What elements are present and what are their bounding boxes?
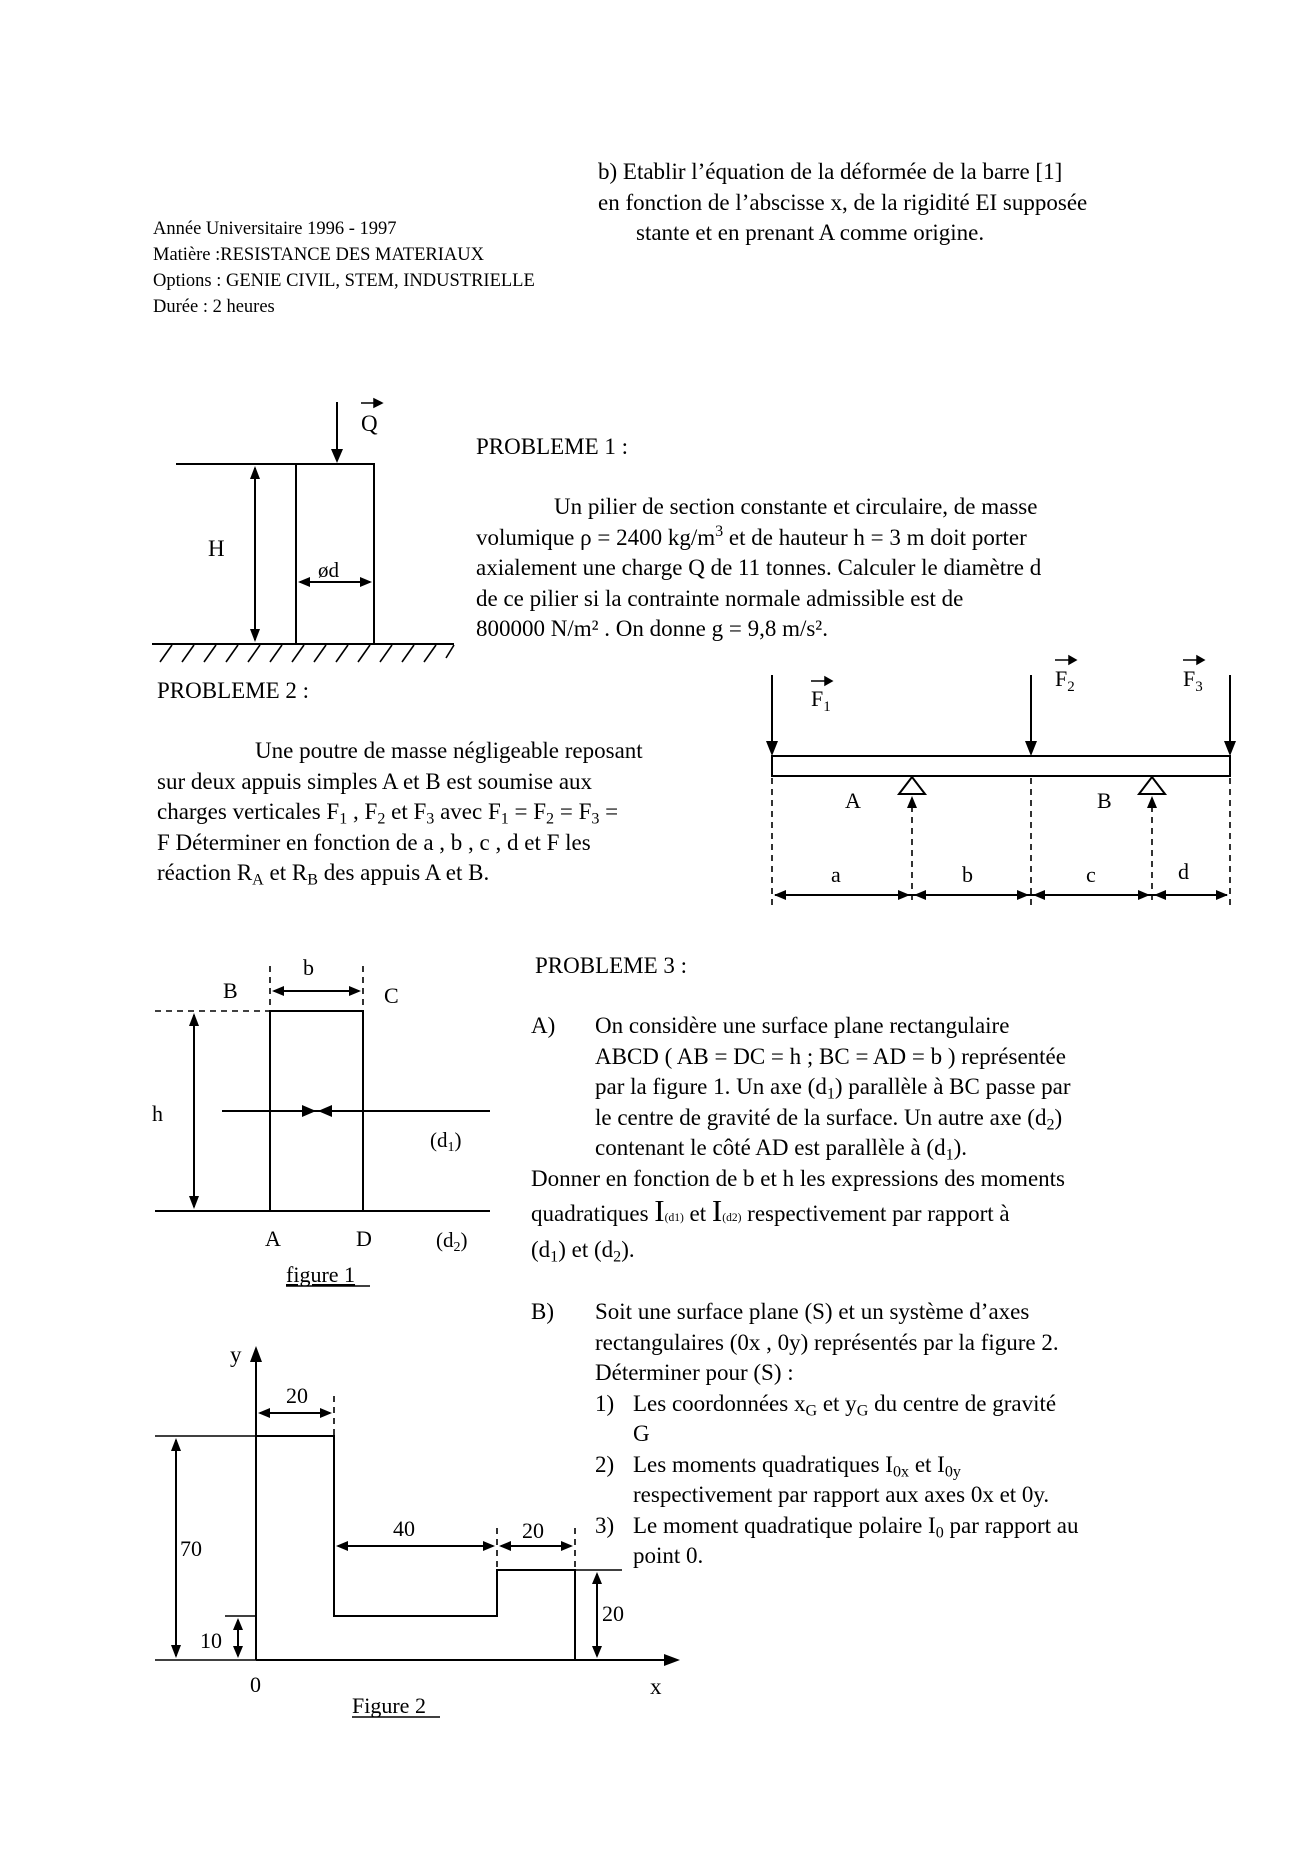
problem2-line5: réaction $R_A$ et $R_B$ des appuis A et B.	[157, 860, 490, 889]
header-options: Options : GENIE CIVIL, STEM, INDUSTRIELLE	[153, 271, 535, 291]
figure2-dashed-guides	[334, 1396, 575, 1570]
x-axis-label: x	[650, 1674, 662, 1699]
axis-d1-label: (d1)	[430, 1128, 462, 1155]
top-question-line2: en fonction de l’abscisse x, de la rigidité EI supposée	[598, 189, 1088, 215]
corner-b-label: B	[223, 978, 238, 1003]
diameter-label: ød	[318, 558, 339, 582]
figure1-caption: figure 1	[286, 1262, 356, 1287]
part-a-line7: quadratiques I(d1) et I(d2) respectivement par rapport à	[531, 1193, 1010, 1228]
section-outline	[256, 1436, 575, 1660]
dim-20-mid-label: 20	[522, 1518, 544, 1543]
problem1-line2: volumique ρ = 2400 $kg/m^3$ et de hauteur h = 3 m doit porter	[476, 522, 1027, 550]
header-year: Année Universitaire 1996 - 1997	[153, 219, 397, 239]
corner-a-label: A	[265, 1226, 281, 1251]
axis-d2-label: (d2)	[436, 1228, 468, 1255]
header-subject: Matière :RESISTANCE DES MATERIAUX	[153, 245, 484, 265]
y-axis-label: y	[230, 1342, 242, 1367]
problem2-title: PROBLEME 2 :	[157, 678, 310, 703]
side-h-label: h	[152, 1101, 163, 1126]
problem3-title: PROBLEME 3 :	[535, 953, 688, 978]
dim-10-label: 10	[200, 1628, 222, 1653]
corner-c-label: C	[384, 983, 399, 1008]
dim-20-right-label: 20	[602, 1601, 624, 1626]
part-b-item3: 3) Le moment quadratique polaire $I_0$ par rapport au point 0.	[595, 1512, 1079, 1568]
load-q-label: Q	[361, 411, 378, 436]
force-f1-label: $F_1$	[811, 686, 831, 715]
part-b-line3: Déterminer pour (S) :	[595, 1360, 794, 1385]
support-b-label: B	[1097, 788, 1112, 813]
figure2-extension-lines	[155, 1436, 622, 1660]
part-b-line1: Soit une surface plane (S) et un système d’axes	[595, 1299, 1030, 1324]
part-a-line8: $(d_1)$ et $(d_2)$.	[531, 1237, 635, 1266]
dim-d-label: d	[1178, 859, 1189, 884]
dim-c-label: c	[1086, 862, 1096, 887]
part-b-item1: 1) Les coordonnées $x_G$ et $y_G$ du centre de gravité G	[595, 1390, 1057, 1446]
part-a-line1: On considère une surface plane rectangulaire	[595, 1013, 1010, 1038]
part-a-line5: contenant le côté AD est parallèle à $(d_1)$.	[595, 1135, 968, 1164]
part-a-line4: le centre de gravité de la surface. Un autre axe $(d_2)$	[595, 1104, 1063, 1133]
problem2-line1: Une poutre de masse négligeable reposant	[255, 738, 643, 763]
header-duration: Durée : 2 heures	[153, 297, 275, 317]
dim-20-top-label: 20	[286, 1383, 308, 1408]
problem1-line3: axialement une charge Q de 11 tonnes. Calculer le diamètre d	[476, 555, 1042, 580]
part-b-label: B)	[531, 1299, 554, 1324]
figure2-caption: Figure 2	[352, 1693, 426, 1718]
part-a-line2: ABCD ( AB = DC = h ; BC = AD = b ) représentée	[595, 1043, 1066, 1069]
part-a-line6: Donner en fonction de b et h les expressions des moments	[531, 1165, 1065, 1191]
problem2-line4: F Déterminer en fonction de a , b , c , d et F les	[157, 829, 591, 855]
problem1-line1: Un pilier de section constante et circulaire, de masse	[554, 494, 1038, 519]
part-b-line2: rectangulaires (0x , 0y) représentés par la figure 2.	[595, 1329, 1059, 1355]
height-label: H	[208, 536, 225, 561]
force-f3-label: $F_3$	[1183, 666, 1203, 695]
top-question-line1: b) Etablir l’équation de la déformée de la barre [1]	[598, 159, 1063, 184]
dim-b-label: b	[962, 862, 973, 887]
support-a-label: A	[845, 788, 861, 813]
origin-label: 0	[250, 1672, 261, 1697]
part-a-line3: par la figure 1. Un axe $(d_1)$ parallèle à BC passe par	[595, 1074, 1071, 1103]
dim-40-label: 40	[393, 1516, 415, 1541]
side-b-label: b	[303, 955, 314, 980]
problem1-line5: 800000 N/m² . On donne g = 9,8 m/s².	[476, 616, 828, 641]
force-f2-label: $F_2$	[1055, 666, 1075, 695]
problem2-line3: charges verticales $F_1$ , $F_2$ et $F_3$ avec $F_1 = F_2 = F_3$ =	[157, 799, 619, 828]
problem1-title: PROBLEME 1 :	[476, 434, 629, 459]
problem2-line2: sur deux appuis simples A et B est soumise aux	[157, 768, 593, 794]
problem1-line4: de ce pilier si la contrainte normale admissible est de	[476, 585, 964, 611]
dim-a-label: a	[831, 862, 841, 887]
part-a-label: A)	[531, 1013, 556, 1038]
top-question-line3: stante et en prenant A comme origine.	[636, 220, 985, 245]
part-b-item2: 2) Les moments quadratiques $I_{0x}$ et $I_{0y}$ respectivement par rapport aux axes 0x et 0y.	[595, 1451, 1050, 1507]
corner-d-label: D	[356, 1226, 372, 1251]
dim-70-label: 70	[180, 1536, 202, 1561]
